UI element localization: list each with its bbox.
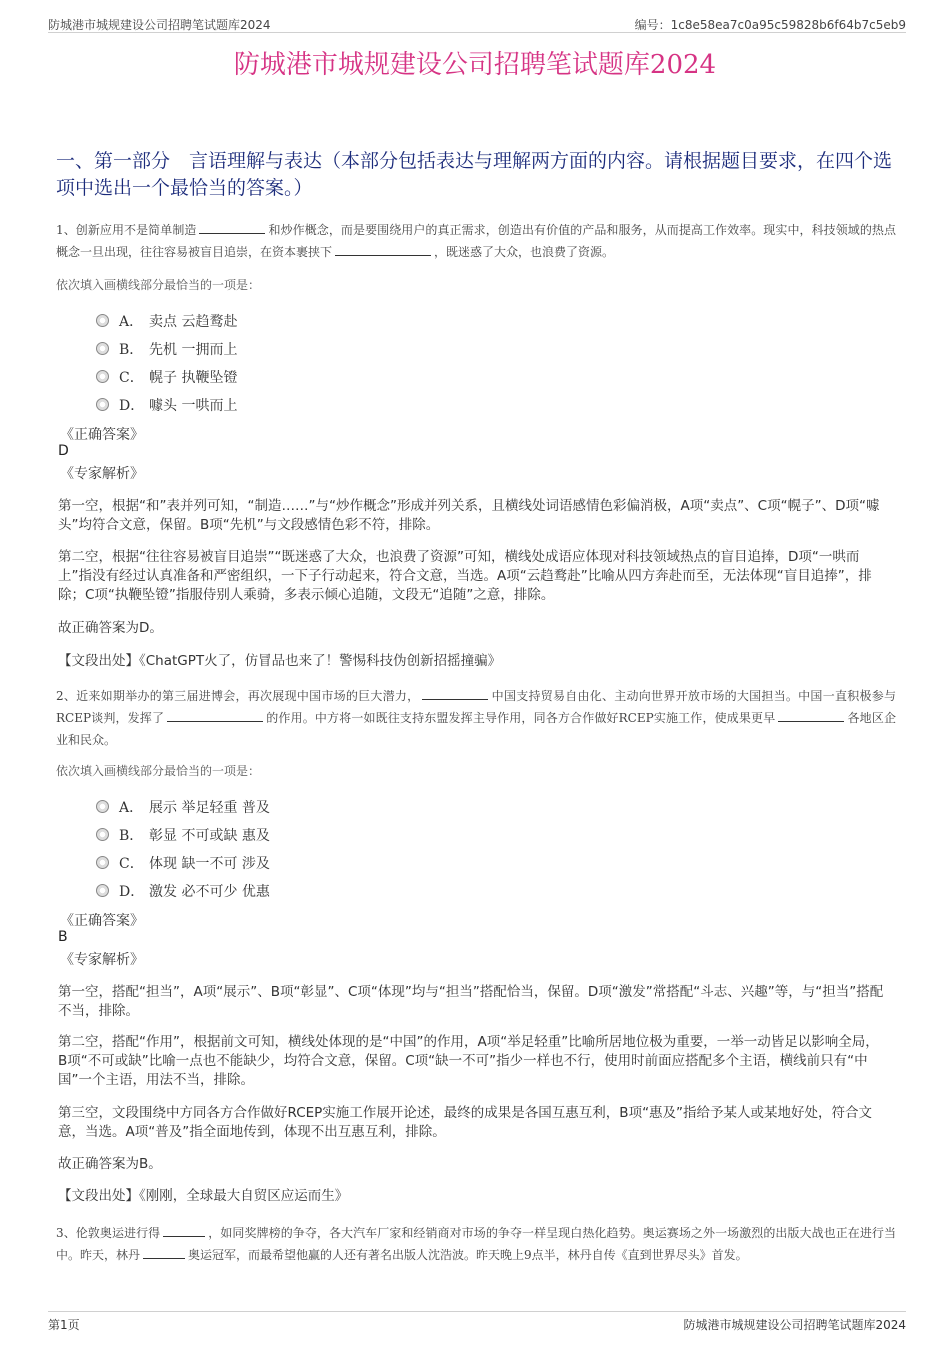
option-letter: B． bbox=[119, 828, 144, 844]
q1-analysis-label: 《专家解析》 bbox=[60, 466, 144, 482]
radio-icon[interactable] bbox=[96, 398, 109, 411]
option-text: 展示 举足轻重 普及 bbox=[149, 800, 270, 816]
q1-option-b[interactable] bbox=[96, 339, 237, 359]
footer-title: 防城港市城规建设公司招聘笔试题库2024 bbox=[683, 1318, 906, 1332]
q1-option-d[interactable] bbox=[96, 395, 237, 415]
q1-analysis-p2: 第二空，根据“往往容易被盲目追崇”“既迷惑了大众，也浪费了资源”可知，横线处成语应体现对科技领域热点的盲目追捧，D项“一哄而上”指没有经过认真准备和严密组织，一下子行动起来，符合文意，当选。A项“云趋鹜赴”比喻从四方奔赴而至，无法体现“盲目追捧”，排除；C项“执鞭坠镫”指服侍别人乘骑，多表示倾心追随，文段无“追随”之意，排除。 bbox=[58, 549, 872, 603]
q1-text-part: ，既迷惑了大众，也浪费了资源。 bbox=[434, 245, 615, 259]
fill-blank bbox=[163, 1224, 205, 1237]
option-text: 先机 一拥而上 bbox=[149, 342, 238, 358]
header-left: 防城港市城规建设公司招聘笔试题库2024 bbox=[48, 18, 271, 32]
radio-icon[interactable] bbox=[96, 828, 109, 841]
q2-option-d[interactable] bbox=[96, 881, 270, 901]
q2-source: 【文段出处】《刚刚，全球最大自贸区应运而生》 bbox=[58, 1188, 349, 1204]
q2-prompt: 依次填入画横线部分最恰当的一项是： bbox=[56, 764, 261, 778]
option-text: 噱头 一哄而上 bbox=[149, 398, 238, 414]
q1-answer-label: 《正确答案》 bbox=[60, 427, 144, 443]
page-footer bbox=[48, 1311, 906, 1332]
option-letter: C． bbox=[119, 370, 144, 386]
header-doc-id: 编号：1c8e58ea7c0a95c59828b6f64b7c5eb9 bbox=[634, 18, 906, 32]
q2-answer: B bbox=[58, 929, 68, 945]
fill-blank bbox=[143, 1246, 185, 1259]
fill-blank bbox=[335, 243, 431, 256]
q2-analysis-p1: 第一空，搭配“担当”，A项“展示”、B项“彰显”、C项“体现”均与“担当”搭配恰当，保留。D项“激发”常搭配“斗志、兴趣”等，与“担当”搭配不当，排除。 bbox=[58, 984, 884, 1019]
page-header bbox=[48, 14, 906, 33]
q3-text-part: ，如同奖牌榜的争夺，各大汽车厂家和经销商对市场的争夺一样呈现白热化趋势。奥运赛场之外一场激烈的出版大战也正在进行当中。昨天，林丹 bbox=[56, 1226, 896, 1262]
q2-text-part: 2、近来如期举办的第三届进博会，再次展现中国市场的巨大潜力， bbox=[56, 689, 420, 703]
q1-prompt: 依次填入画横线部分最恰当的一项是： bbox=[56, 278, 261, 292]
radio-icon[interactable] bbox=[96, 856, 109, 869]
q2-option-a[interactable] bbox=[96, 797, 270, 817]
q2-answer-label: 《正确答案》 bbox=[60, 913, 144, 929]
fill-blank bbox=[199, 221, 265, 234]
q2-analysis-p2: 第二空，搭配“作用”，根据前文可知，横线处体现的是“中国”的作用，A项“举足轻重”比喻所居地位极为重要，一举一动皆足以影响全局，B项“不可或缺”比喻一点也不能缺少，均符合文意，保留。C项“缺一不可”指少一样也不行，使用时前面应搭配多个主语，横线前只有“中国”一个主语，用法不当，排除。 bbox=[58, 1034, 879, 1088]
option-letter: A． bbox=[119, 800, 144, 816]
radio-icon[interactable] bbox=[96, 342, 109, 355]
fill-blank bbox=[778, 709, 844, 722]
q3-text-part: 奥运冠军，而最希望他赢的人还有著名出版人沈浩波。昨天晚上9点半，林丹自传《直到世界尽头》首发。 bbox=[188, 1248, 748, 1262]
q1-option-a[interactable] bbox=[96, 311, 237, 331]
q2-text-part: 的作用。中方将一如既往支持东盟发挥主导作用，同各方合作做好RCEP实施工作，使成果更早 bbox=[266, 711, 776, 725]
fill-blank bbox=[422, 687, 488, 700]
option-letter: D． bbox=[119, 884, 145, 900]
q3-text-part: 3、伦敦奥运进行得 bbox=[56, 1226, 161, 1240]
q2-analysis-label: 《专家解析》 bbox=[60, 952, 144, 968]
q1-analysis-p1: 第一空，根据“和”表并列可知，“制造……”与“炒作概念”形成并列关系，且横线处词语感情色彩偏消极，A项“卖点”、C项“幌子”、D项“噱头”均符合文意，保留。B项“先机”与文段感情色彩不符，排除。 bbox=[58, 498, 880, 533]
q1-answer: D bbox=[58, 443, 69, 459]
option-text: 卖点 云趋鹜赴 bbox=[149, 314, 238, 330]
q2-text-part: 中国支持贸易自由化、主动向世界开放市场的大国担当。中国一直积极参与RCEP谈判，发挥了 bbox=[56, 689, 896, 725]
radio-icon[interactable] bbox=[96, 800, 109, 813]
option-letter: A． bbox=[119, 314, 144, 330]
option-text: 体现 缺一不可 涉及 bbox=[149, 856, 270, 872]
q1-option-c[interactable] bbox=[96, 367, 237, 387]
fill-blank bbox=[167, 709, 263, 722]
option-letter: B． bbox=[119, 342, 144, 358]
question-2-text bbox=[56, 685, 896, 751]
option-letter: D． bbox=[119, 398, 145, 414]
page-title: 防城港市城规建设公司招聘笔试题库2024 bbox=[233, 50, 717, 80]
option-text: 幌子 执鞭坠镫 bbox=[149, 370, 238, 386]
q1-analysis-p3: 故正确答案为D。 bbox=[58, 620, 163, 636]
option-letter: C． bbox=[119, 856, 144, 872]
q1-source: 【文段出处】《ChatGPT火了，仿冒品也来了！警惕科技伪创新招摇撞骗》 bbox=[58, 653, 502, 669]
q2-text-part: 各地区企业和民众。 bbox=[56, 711, 896, 747]
question-1-text bbox=[56, 219, 896, 263]
radio-icon[interactable] bbox=[96, 370, 109, 383]
q2-analysis-p3: 第三空，文段围绕中方同各方合作做好RCEP实施工作展开论述，最终的成果是各国互惠互利，B项“惠及”指给予某人或某地好处，符合文意，当选。A项“普及”指全面地传到，体现不出互惠互利，排除。 bbox=[58, 1105, 873, 1140]
option-text: 彰显 不可或缺 惠及 bbox=[149, 828, 270, 844]
radio-icon[interactable] bbox=[96, 884, 109, 897]
q1-text-part: 和炒作概念，而是要围绕用户的真正需求，创造出有价值的产品和服务，从而提高工作效率。现实中，科技领域的热点概念一旦出现，往往容易被盲目追崇，在资本裹挟下 bbox=[56, 223, 896, 259]
q2-option-b[interactable] bbox=[96, 825, 270, 845]
q2-analysis-p4: 故正确答案为B。 bbox=[58, 1156, 162, 1172]
q1-text-part: 1、创新应用不是简单制造 bbox=[56, 223, 197, 237]
option-text: 激发 必不可少 优惠 bbox=[149, 884, 270, 900]
radio-icon[interactable] bbox=[96, 314, 109, 327]
q2-option-c[interactable] bbox=[96, 853, 270, 873]
question-3-text bbox=[56, 1222, 896, 1266]
page-number: 第1页 bbox=[48, 1318, 80, 1332]
section-heading: 一、第一部分 言语理解与表达（本部分包括表达与理解两方面的内容。请根据题目要求，在四个选项中选出一个最恰当的答案。） bbox=[56, 150, 893, 199]
